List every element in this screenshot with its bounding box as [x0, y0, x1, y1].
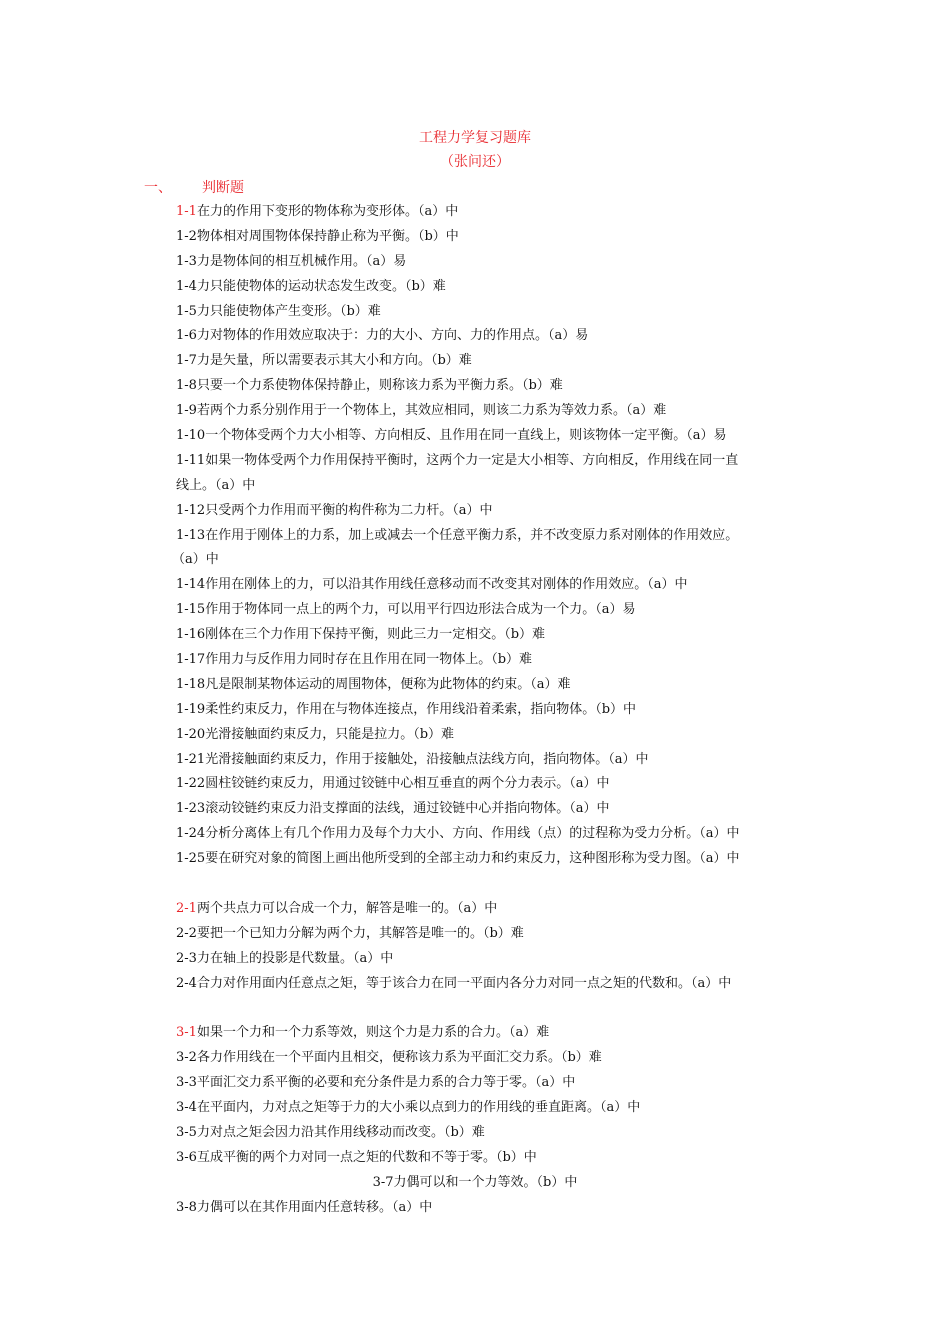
question-number: 3-6 [176, 1149, 197, 1165]
question-text: 作用在刚体上的力，可以沿其作用线任意移动而不改变其对刚体的作用效应。（a）中 [205, 577, 688, 593]
question-item [176, 972, 816, 997]
question-text: 要在研究对象的简图上画出他所受到的全部主动力和约束反力，这种图形称为受力图。（a）中 [205, 851, 740, 867]
question-text: 作用力与反作用力同时存在且作用在同一物体上。（b）难 [205, 652, 533, 668]
question-number: 1-22 [176, 776, 206, 792]
question-text: 光滑接触面约束反力，只能是拉力。（b）难 [205, 726, 455, 742]
question-number: 3-2 [176, 1050, 197, 1066]
question-item [176, 1046, 816, 1071]
question-number: 1-21 [176, 751, 206, 767]
question-item [176, 598, 816, 623]
question-item [176, 225, 816, 250]
question-text: 力是矢量，所以需要表示其大小和方向。（b）难 [196, 353, 472, 369]
question-item [176, 374, 816, 399]
question-text: 线上。（a）中 [176, 477, 256, 493]
question-item [176, 275, 816, 300]
question-number: 1-16 [176, 627, 206, 643]
question-item [176, 499, 816, 524]
question-text: 在平面内，力对点之矩等于力的大小乘以点到力的作用线的垂直距离。（a）中 [196, 1100, 641, 1116]
question-text: 作用于物体同一点上的两个力，可以用平行四边形法合成为一个力。（a）易 [205, 602, 636, 618]
question-text: 力是物体间的相互机械作用。（a）易 [196, 253, 407, 269]
question-text: 只受两个力作用而平衡的构件称为二力杆。（a）中 [205, 502, 493, 518]
question-text: （a）中 [172, 552, 219, 568]
question-text: 只要一个力系使物体保持静止，则称该力系为平衡力系。（b）难 [196, 378, 563, 394]
question-item [176, 424, 816, 449]
question-text: 一个物体受两个力大小相等、方向相反、且作用在同一直线上，则该物体一定平衡。（a）易 [205, 428, 727, 444]
question-item [176, 673, 816, 698]
question-item [176, 1071, 816, 1096]
question-number: 1-19 [176, 701, 206, 717]
question-number: 1-13 [176, 527, 206, 543]
question-number: 2-3 [176, 950, 197, 966]
question-list [172, 200, 816, 1221]
question-number: 2-1 [176, 900, 197, 916]
question-number: 1-12 [176, 502, 206, 518]
question-number: 1-8 [176, 378, 197, 394]
question-number: 3-1 [176, 1025, 197, 1041]
question-number: 2-2 [176, 925, 197, 941]
question-item [176, 847, 816, 872]
question-text: 圆柱铰链约束反力，用通过铰链中心相互垂直的两个分力表示。（a）中 [205, 776, 610, 792]
question-item [176, 648, 816, 673]
question-item [176, 797, 816, 822]
question-item [176, 822, 816, 847]
question-item [176, 474, 816, 499]
question-number: 3-3 [176, 1075, 197, 1091]
section-heading [144, 177, 244, 199]
question-text: 刚体在三个力作用下保持平衡，则此三力一定相交。（b）难 [205, 627, 546, 643]
question-number: 1-25 [176, 851, 206, 867]
question-item [176, 623, 816, 648]
question-text: 两个共点力可以合成一个力，解答是唯一的。（a）中 [196, 900, 498, 916]
question-number: 3-5 [176, 1124, 197, 1140]
question-text: 力偶可以在其作用面内任意转移。（a）中 [196, 1199, 433, 1215]
question-item [176, 922, 816, 947]
blank-line [176, 872, 816, 897]
question-text: 滚动铰链约束反力沿支撑面的法线，通过铰链中心并指向物体。（a）中 [205, 801, 610, 817]
question-item [176, 1196, 816, 1221]
question-number: 1-15 [176, 602, 206, 618]
question-item [176, 449, 816, 474]
question-item [176, 1146, 816, 1171]
question-item [176, 1096, 816, 1121]
question-number: 1-23 [176, 801, 206, 817]
question-item [176, 200, 816, 225]
question-number: 1-1 [176, 204, 197, 219]
question-text: 凡是限制某物体运动的周围物体，便称为此物体的约束。（a）难 [205, 676, 571, 692]
question-text: 分析分离体上有几个作用力及每个力大小、方向、作用线（点）的过程称为受力分析。（a）中 [205, 826, 740, 842]
question-number: 1-5 [176, 303, 197, 319]
question-item [176, 300, 816, 325]
question-text: 柔性约束反力，作用在与物体连接点，作用线沿着柔索，指向物体。（b）中 [205, 701, 637, 717]
question-text: 力只能使物体的运动状态发生改变。（b）难 [196, 278, 446, 294]
document-title: 工程力学复习题库 [419, 130, 531, 146]
question-item [176, 723, 816, 748]
question-item [176, 524, 816, 549]
question-item [176, 399, 816, 424]
question-number: 1-7 [176, 353, 197, 369]
question-text: 力对物体的作用效应取决于：力的大小、方向、力的作用点。（a）易 [196, 328, 589, 344]
question-number: 1-24 [176, 826, 206, 842]
section-label: 判断题 [202, 180, 244, 196]
question-text: 光滑接触面约束反力，作用于接触处，沿接触点法线方向，指向物体。（a）中 [205, 751, 649, 767]
blank-line [176, 997, 816, 1022]
question-item [172, 548, 816, 573]
question-text: 力偶可以和一个力等效。（b）中 [393, 1174, 578, 1190]
question-text: 力在轴上的投影是代数量。（a）中 [196, 950, 394, 966]
question-item [176, 573, 816, 598]
question-number: 1-14 [176, 577, 206, 593]
question-item [176, 772, 816, 797]
question-item [176, 748, 816, 773]
question-text: 若两个力系分别作用于一个物体上，其效应相同，则该二力系为等效力系。（a）难 [196, 403, 667, 419]
question-text: 互成平衡的两个力对同一点之矩的代数和不等于零。（b）中 [196, 1149, 537, 1165]
question-number: 1-18 [176, 676, 206, 692]
section-number: 一、 [144, 180, 172, 196]
question-text: 各力作用线在一个平面内且相交，便称该力系为平面汇交力系。（b）难 [196, 1050, 602, 1066]
question-item [0, 1171, 950, 1196]
question-item [176, 1121, 816, 1146]
question-item [176, 1021, 816, 1046]
question-item [176, 324, 816, 349]
question-number: 1-17 [176, 652, 206, 668]
question-number: 1-11 [176, 452, 206, 468]
question-number: 2-4 [176, 975, 197, 991]
question-text: 物体相对周围物体保持静止称为平衡。（b）中 [196, 228, 459, 244]
question-number: 1-4 [176, 278, 197, 294]
question-number: 3-4 [176, 1100, 197, 1116]
question-text: 如果一个力和一个力系等效，则这个力是力系的合力。（a）难 [196, 1025, 550, 1041]
question-text: 在作用于刚体上的力系，加上或减去一个任意平衡力系，并不改变原力系对刚体的作用效应。 [205, 527, 739, 543]
question-text: 力对点之矩会因力沿其作用线移动而改变。（b）难 [196, 1124, 485, 1140]
question-item [176, 947, 816, 972]
question-text: 如果一物体受两个力作用保持平衡时，这两个力一定是大小相等、方向相反，作用线在同一直 [205, 452, 739, 468]
question-number: 1-3 [176, 253, 197, 269]
question-item [176, 250, 816, 275]
question-number: 1-10 [176, 428, 206, 444]
question-number: 1-2 [176, 228, 197, 244]
question-text: 合力对作用面内任意点之矩，等于该合力在同一平面内各分力对同一点之矩的代数和。（a）中 [196, 975, 732, 991]
question-item [176, 349, 816, 374]
question-number: 1-6 [176, 328, 197, 344]
question-text: 力只能使物体产生变形。（b）难 [196, 303, 381, 319]
question-item [176, 698, 816, 723]
question-text: 要把一个已知力分解为两个力，其解答是唯一的。（b）难 [196, 925, 524, 941]
question-number: 3-7 [372, 1174, 394, 1190]
question-text: 平面汇交力系平衡的必要和充分条件是力系的合力等于零。（a）中 [196, 1075, 576, 1091]
question-item [176, 897, 816, 922]
question-number: 1-9 [176, 403, 197, 419]
question-number: 3-8 [176, 1199, 197, 1215]
document-author: （张问还） [440, 154, 510, 170]
question-number: 1-20 [176, 726, 206, 742]
question-text: 在力的作用下变形的物体称为变形体。（a）中 [196, 204, 459, 219]
